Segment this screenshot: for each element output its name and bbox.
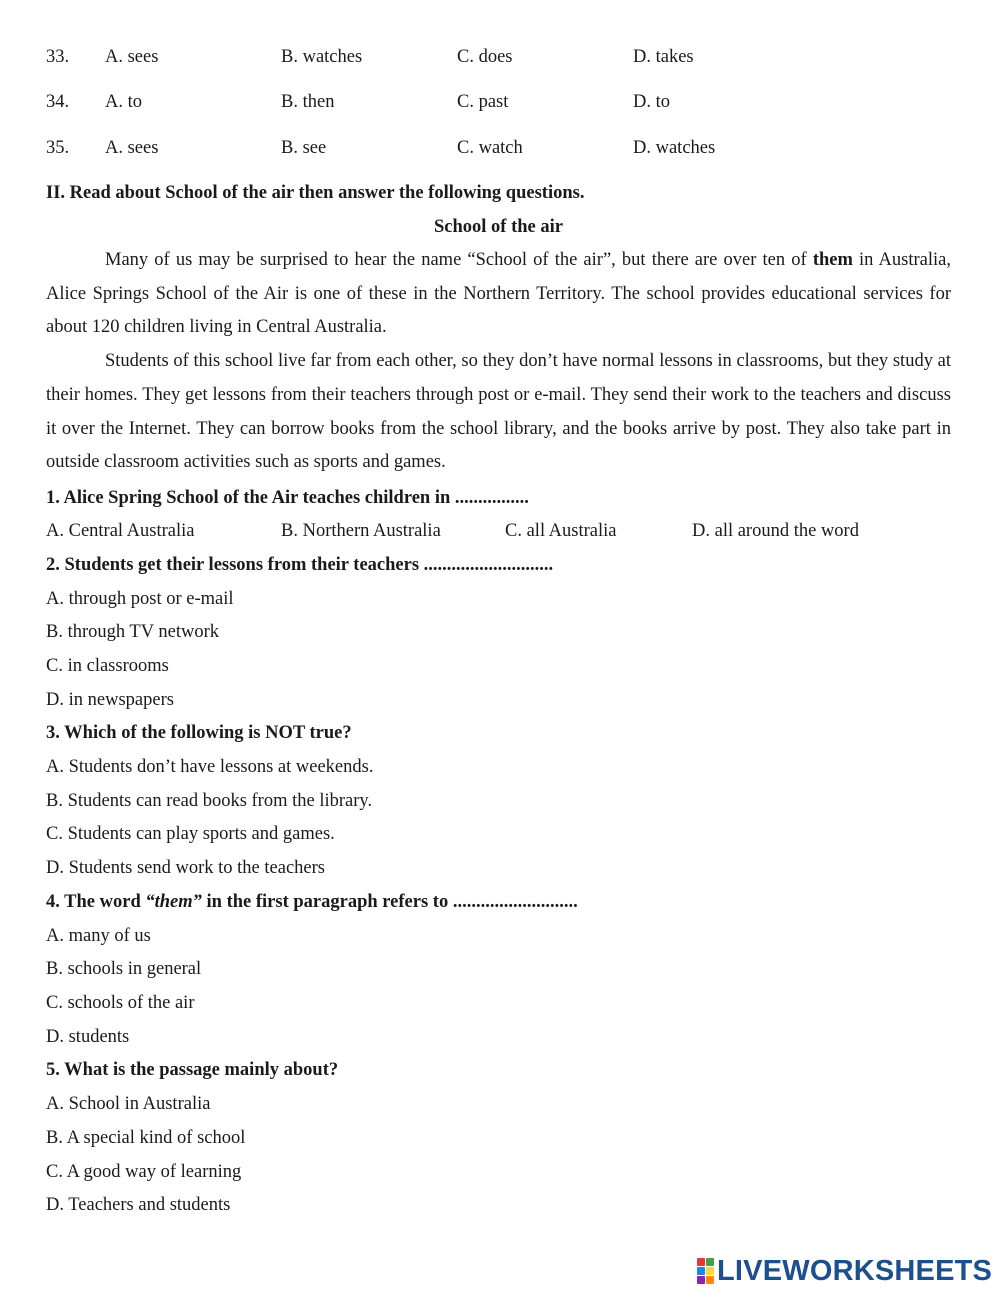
question-3: 3. Which of the following is NOT true? (46, 723, 352, 743)
question-5: 5. What is the passage mainly about? (46, 1060, 339, 1080)
section-heading: II. Read about School of the air then answer the following questions. (46, 183, 585, 203)
passage (46, 244, 951, 480)
logo-square (706, 1276, 714, 1284)
q2-option-d: D. in newspapers (46, 690, 174, 710)
q1-option-d: D. all around the word (692, 521, 859, 541)
passage-title: School of the air (434, 217, 563, 237)
q5-option-b: B. A special kind of school (46, 1128, 246, 1148)
option-c: C. does (457, 47, 513, 67)
logo-square (706, 1267, 714, 1275)
q3-option-a: A. Students don’t have lessons at weekends. (46, 757, 374, 777)
question-4: 4. The word “them” in the first paragraph refers to ........................... (46, 892, 578, 912)
q4-option-d: D. students (46, 1027, 130, 1047)
q5-option-d: D. Teachers and students (46, 1195, 231, 1215)
liveworksheets-logo[interactable] (697, 1254, 993, 1287)
mc-number: 35. (46, 138, 70, 158)
option-a: A. to (105, 92, 142, 112)
option-a: A. sees (105, 47, 159, 67)
option-d: D. watches (633, 138, 716, 158)
q1-option-c: C. all Australia (505, 521, 617, 541)
paragraph-2: Students of this school live far from each other, so they don’t have normal lessons in classrooms, but they study at their homes. They get lessons from their teachers through post or e-mail. They send their work to the teachers and discuss it over the Internet. They can borrow books from the school library, and the books arrive by post. They also take part in outside classroom activities such as sports and games. (46, 351, 951, 473)
keyword-them: them (812, 250, 853, 270)
option-a: A. sees (105, 138, 159, 158)
option-b: B. then (281, 92, 335, 112)
logo-text: LIVEWORKSHEETS (717, 1254, 993, 1287)
logo-square (697, 1258, 705, 1266)
option-c: C. past (457, 92, 509, 112)
q2-option-b: B. through TV network (46, 622, 220, 642)
q2-option-a: A. through post or e-mail (46, 589, 234, 609)
quoted-word: “them” (145, 892, 202, 912)
q4-option-c: C. schools of the air (46, 993, 195, 1013)
q4-option-a: A. many of us (46, 926, 151, 946)
mc-number: 34. (46, 92, 70, 112)
q3-option-b: B. Students can read books from the library. (46, 791, 373, 811)
liveworksheets-logo-icon (697, 1258, 714, 1284)
q5-option-c: C. A good way of learning (46, 1162, 242, 1182)
option-c: C. watch (457, 138, 523, 158)
question-2: 2. Students get their lessons from their teachers ............................ (46, 555, 554, 575)
q2-option-c: C. in classrooms (46, 656, 169, 676)
q5-option-a: A. School in Australia (46, 1094, 211, 1114)
q1-option-b: B. Northern Australia (281, 521, 441, 541)
q3-option-c: C. Students can play sports and games. (46, 824, 335, 844)
logo-square (706, 1258, 714, 1266)
question-1: 1. Alice Spring School of the Air teaches children in ................ (46, 488, 529, 508)
logo-square (697, 1276, 705, 1284)
q1-option-a: A. Central Australia (46, 521, 195, 541)
option-d: D. to (633, 92, 670, 112)
paragraph-1: Many of us may be surprised to hear the name “School of the air”, but there are over ten of them in Australia, Alice Springs School of the Air is one of these in the Northern Territory. The school provides educational services for about 120 children living in Central Australia. (46, 250, 951, 338)
option-b: B. see (281, 138, 327, 158)
mc-number: 33. (46, 47, 70, 67)
q4-option-b: B. schools in general (46, 959, 202, 979)
option-b: B. watches (281, 47, 363, 67)
q3-option-d: D. Students send work to the teachers (46, 858, 325, 878)
logo-square (697, 1267, 705, 1275)
option-d: D. takes (633, 47, 694, 67)
